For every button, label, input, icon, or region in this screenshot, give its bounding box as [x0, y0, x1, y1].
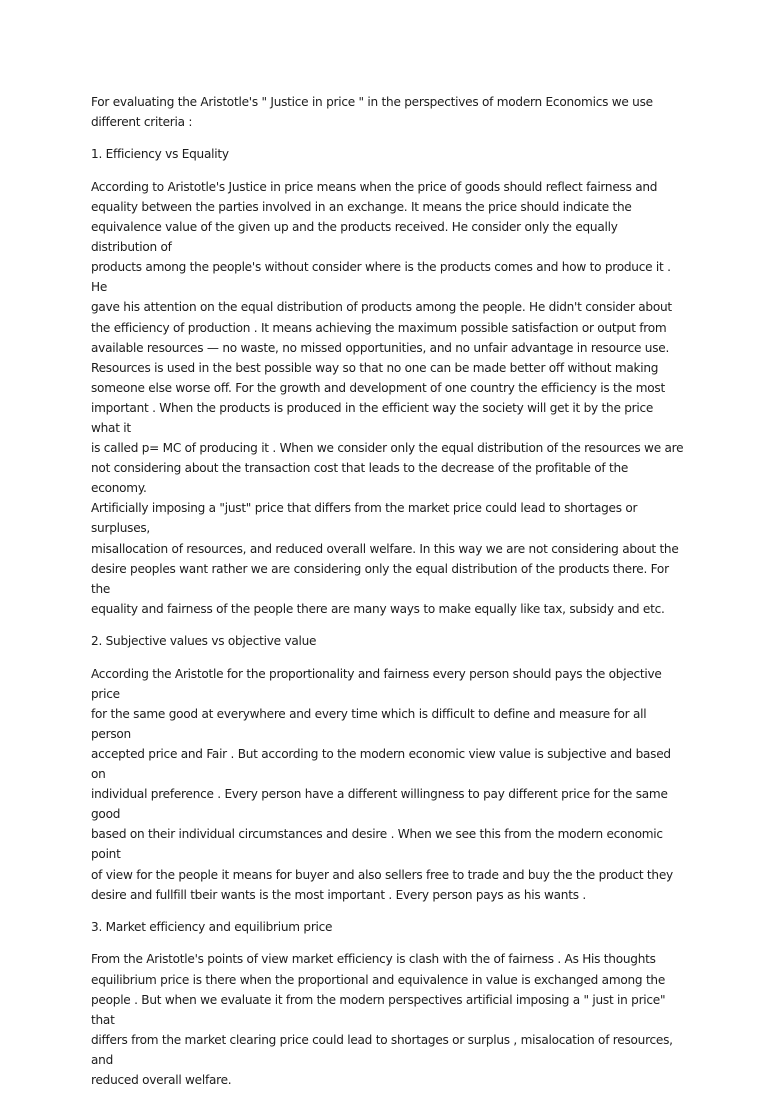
section-body-market-efficiency: From the Aristotle's points of view market efficiency is clash with the of fairness . As His thoughts equilibrium price is there when the proportional and equivalence in value is exchanged among the people . But when we evaluate it from the modern perspectives artificial imposing a " just in price" that differs from the market clearing price could lead to shortages or surplus , misalocation of resources, and reduced overall welfare.	[91, 952, 673, 1087]
section-body-subjective-vs-objective-value: According the Aristotle for the proportionality and fairness every person should pays the objective price for the same good at everywhere and every time which is difficult to define and measure for all person accepted price and Fair . But according to the modern economic view value is subjective and based on individual preference . Every person have a different willingness to pay different price for the same good based on their individual circumstances and desire . When we see this from the modern economic point of view for the people it means for buyer and also sellers free to trade and buy the the product they desire and fullfill tbeir wants is the most important . Every person pays as his wants .	[91, 666, 673, 902]
section-heading-market-efficiency: 3. Market efficiency and equilibrium price	[91, 920, 333, 935]
section-body-efficiency-vs-equality: According to Aristotle's Justice in price means when the price of goods should reflect fairness and equality between the parties involved in an exchange. It means the price should indicate the equivalence value of the given up and the products received. He consider only the equally distribution of products among the people's without consider where is the products comes and how to produce it . He gave his attention on the equal distribution of products among the people. He didn't consider about the efficiency of production . It means achieving the maximum possible satisfaction or output from available resources — no waste, no missed opportunities, and no unfair advantage in resource use. Resources is used in the best possible way so that no one can be made better off without making someone else worse off. For the growth and development of one country the efficiency is the most important . When the products is produced in the efficient way the society will get it by the price what it is called p= MC of producing it . When we consider only the equal distribution of the resources we are not considering about the transaction cost that leads to the decrease of the profitable of the economy. Artificially imposing a "just" price that differs from the market price could lead to shortages or surpluses, misallocation of resources, and reduced overall welfare. In this way we are not considering about the desire peoples want rather we are considering only the equal distribution of the products there. For the equality and fairness of the people there are many ways to make equally like tax, subsidy and etc.	[91, 179, 684, 616]
document-body	[91, 92, 685, 1102]
section-heading-efficiency-vs-equality: 1. Efficiency vs Equality	[91, 147, 229, 162]
section-heading-subjective-vs-objective-value: 2. Subjective values vs objective value	[91, 634, 317, 649]
intro-paragraph: For evaluating the Aristotle's " Justice in price " in the perspectives of modern Economics we use different criteria :	[91, 95, 653, 130]
